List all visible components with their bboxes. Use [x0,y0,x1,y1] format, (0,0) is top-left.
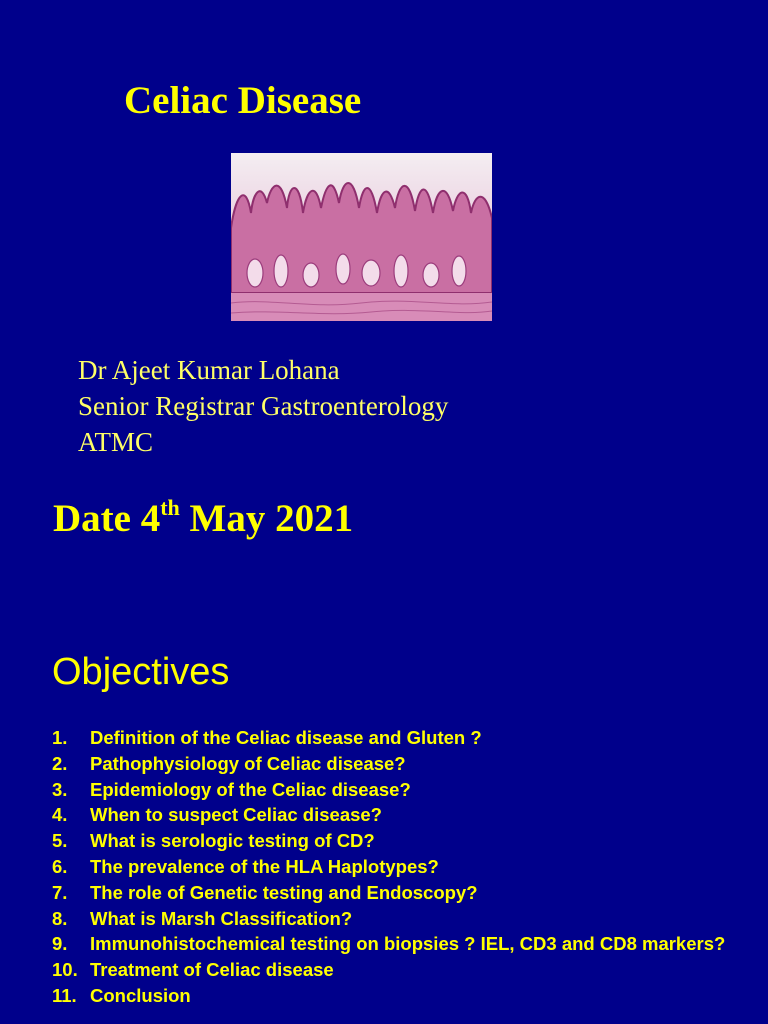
item-number: 2. [52,752,68,774]
item-number: 1. [52,727,68,748]
list-item [52,906,752,932]
date-ordinal-suffix: th [160,495,180,520]
item-number: 11. [52,984,77,1006]
item-text: The prevalence of the HLA Haplotypes? [90,855,439,877]
list-item [52,828,752,854]
item-text: Pathophysiology of Celiac disease? [90,752,406,774]
item-number: 7. [52,881,68,903]
item-number: 10. [52,959,78,981]
item-text: Conclusion [90,984,191,1006]
author-institution: ATMC [78,427,154,457]
objectives-heading: Objectives [52,651,230,693]
histology-villi-image [231,153,492,321]
item-text: When to suspect Celiac disease? [90,804,382,826]
list-item [52,854,752,880]
author-name: Dr Ajeet Kumar Lohana [78,355,340,385]
item-number: 6. [52,855,68,877]
item-text: The role of Genetic testing and Endoscopy? [90,881,478,903]
list-item [52,931,752,957]
date-rest: May 2021 [179,497,354,540]
item-text: What is serologic testing of CD? [90,830,375,852]
author-position: Senior Registrar Gastroenterology [78,391,449,421]
item-number: 3. [52,778,68,800]
item-number: 5. [52,830,68,852]
list-item [52,880,752,906]
list-item [52,957,752,983]
item-text: Treatment of Celiac disease [90,959,334,981]
item-text: Epidemiology of the Celiac disease? [90,778,411,800]
item-number: 9. [52,933,68,955]
list-item [52,725,752,751]
date-prefix: Date 4 [53,497,161,540]
item-text: What is Marsh Classification? [90,907,353,929]
objectives-list [52,725,752,1009]
presentation-date [53,496,353,541]
slide-title: Celiac Disease [124,79,362,122]
item-text: Definition of the Celiac disease and Gluten ? [90,727,482,748]
item-number: 4. [52,804,68,826]
item-text: Immunohistochemical testing on biopsies ? IEL, CD3 and CD8 markers? [90,933,726,955]
list-item [52,777,752,803]
item-number: 8. [52,907,68,929]
list-item [52,751,752,777]
list-item [52,802,752,828]
author-block [78,352,448,460]
list-item [52,983,752,1009]
